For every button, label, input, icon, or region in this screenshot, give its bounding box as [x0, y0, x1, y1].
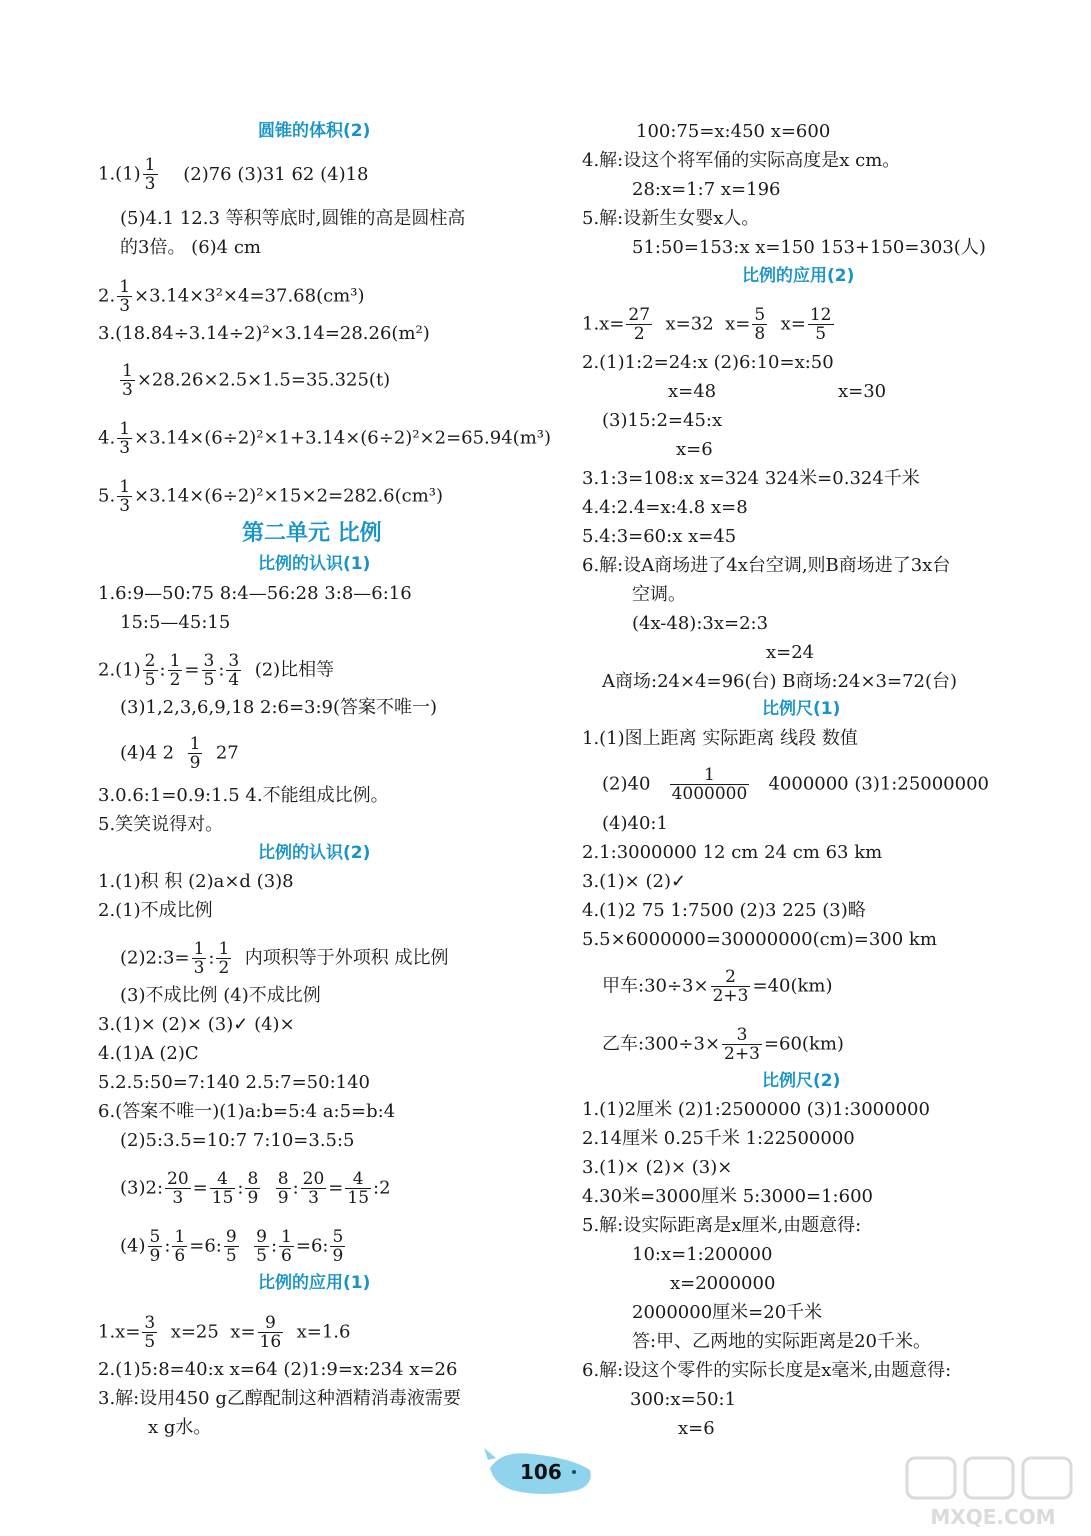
scale2-q5-d: 2000000厘米=20千米	[632, 1302, 823, 1323]
svg-text:MXQE.COM: MXQE.COM	[930, 1505, 1056, 1529]
ratio2-q6-b: (2)5:3.5=10:7 7:10=3.5:5	[120, 1130, 355, 1151]
cone-q1-line3: 的3倍。 (6)4 cm	[120, 237, 261, 258]
ratio1-q2-a: 2.(1) $\frac{2}{5}$ : $\frac{1}{2}$ = $\frac{3}{5}$ : $\frac{3}{4}$ (2)比相等	[98, 651, 335, 690]
heading-ratio-2: 比例的认识(2)	[258, 843, 371, 863]
cone-q4: 4. $\frac{1}{3}$ ×3.14×(6÷2)²×1+3.14×(6÷2)²×2=65.94(m³)	[98, 419, 552, 458]
heading-cone-volume: 圆锥的体积(2)	[258, 121, 371, 141]
ratio2-q2-b: (2)2:3= $\frac{1}{3}$ : $\frac{1}{2}$ 内项积等于外项积 成比例	[120, 939, 449, 978]
apply2-q2-a: 2.(1)1:2=24:x (2)6:10=x:50	[582, 352, 834, 373]
scale2-q3: 3.(1)× (2)× (3)×	[582, 1157, 733, 1178]
apply2-q1: 1.x= $\frac{27}{2}$ x=32 x= $\frac{5}{8}$ x= $\frac{12}{5}$	[582, 305, 832, 344]
right-line-3: 28:x=1:7 x=196	[632, 179, 781, 200]
ratio2-q3: 3.(1)× (2)× (3)✓ (4)×	[98, 1014, 295, 1035]
apply1-q1: 1.x= $\frac{3}{5}$ x=25 x= $\frac{9}{16}$ x=1.6	[98, 1313, 351, 1352]
heading-ratio-1: 比例的认识(1)	[258, 554, 371, 574]
right-line-4: 5.解:设新生女婴x人。	[582, 208, 760, 229]
scale1-q1-a: 1.(1)图上距离 实际距离 线段 数值	[582, 728, 858, 749]
apply2-q4: 4.4:2.4=x:4.8 x=8	[582, 497, 748, 518]
apply2-q6-e: A商场:24×4=96(台) B商场:24×3=72(台)	[602, 671, 958, 692]
cone-q3-line2: $\frac{1}{3}$ ×28.26×2.5×1.5=35.325(t)	[122, 361, 391, 400]
unit-title: 第二单元 比例	[242, 521, 382, 546]
ratio2-q2-a: 2.(1)不成比例	[98, 900, 213, 921]
cone-q2: 2. $\frac{1}{3}$ ×3.14×3²×4=37.68(cm³)	[98, 277, 365, 316]
cone-q1-line1: 1.(1) $\frac{1}{3}$ (2)76 (3)31 62 (4)18	[98, 155, 369, 194]
apply1-q3-a: 3.解:设用450 g乙醇配制这种酒精消毒液需要	[98, 1388, 461, 1409]
cone-q5: 5. $\frac{1}{3}$ ×3.14×(6÷2)²×15×2=282.6(cm³)	[98, 477, 444, 516]
ratio1-q1-b: 15:5—45:15	[120, 612, 231, 633]
apply2-q2-d: (3)15:2=45:x	[602, 410, 723, 431]
heading-scale-2: 比例尺(2)	[762, 1071, 841, 1091]
scale2-q6-c: x=6	[678, 1418, 715, 1439]
scale1-q4: 4.(1)2 75 1:7500 (2)3 225 (3)略	[582, 900, 866, 921]
right-line-5: 51:50=153:x x=150 153+150=303(人)	[632, 237, 986, 258]
scale1-q2: 2.1:3000000 12 cm 24 cm 63 km	[582, 842, 883, 863]
ratio1-q1-a: 1.6:9—50:75 8:4—56:28 3:8—6:16	[98, 583, 412, 604]
apply2-q2-b: x=48	[668, 381, 717, 402]
scale2-q5-c: x=2000000	[670, 1273, 776, 1294]
ratio2-q6-d: (4) $\frac{5}{9}$ : $\frac{1}{6}$ =6: $\frac{9}{5}$ $\frac{9}{5}$ : $\frac{1}{6}$ =6: $\frac{5}{9}$	[120, 1227, 344, 1266]
scale2-q2: 2.14厘米 0.25千米 1:22500000	[582, 1128, 855, 1149]
scale1-q1-d: (4)40:1	[602, 813, 668, 834]
apply1-q3-b: x g水。	[148, 1417, 212, 1438]
ratio1-q2-b: (3)1,2,3,6,9,18 2:6=3:9(答案不唯一)	[120, 697, 438, 718]
apply2-q6-d: x=24	[766, 642, 815, 663]
apply2-q5: 5.4:3=60:x x=45	[582, 526, 737, 547]
heading-scale-1: 比例尺(1)	[762, 699, 841, 719]
fraction: $\frac{1}{3}$	[144, 155, 156, 194]
heading-apply-1: 比例的应用(1)	[258, 1273, 371, 1293]
scale2-q5-b: 10:x=1:200000	[632, 1244, 773, 1265]
scale2-q5-e: 答:甲、乙两地的实际距离是20千米。	[632, 1331, 931, 1352]
scale2-q1: 1.(1)2厘米 (2)1:2500000 (3)1:3000000	[582, 1099, 930, 1120]
watermark-logo	[903, 1450, 1083, 1530]
ratio2-q5: 5.2.5:50=7:140 2.5:7=50:140	[98, 1072, 370, 1093]
scale1-q1-b: (2)40 $\frac{1}{4000000}$ 4000000 (3)1:25000000	[602, 765, 989, 804]
apply2-q2-e: x=6	[676, 439, 713, 460]
ratio2-q1: 1.(1)积 积 (2)a×d (3)8	[98, 871, 294, 892]
page-number: 106	[520, 1460, 562, 1484]
apply1-q2: 2.(1)5:8=40:x x=64 (2)1:9=x:234 x=26	[98, 1359, 458, 1380]
ratio1-q2-c: (4)4 2 $\frac{1}{9}$ 27	[120, 734, 239, 773]
scale2-q4: 4.30米=3000厘米 5:3000=1:600	[582, 1186, 873, 1207]
scale2-q5-a: 5.解:设实际距离是x厘米,由题意得:	[582, 1215, 862, 1236]
ratio2-q4: 4.(1)A (2)C	[98, 1043, 199, 1064]
heading-apply-2: 比例的应用(2)	[742, 266, 855, 286]
right-line-2: 4.解:设这个将军俑的实际高度是x cm。	[582, 150, 901, 171]
ratio1-q5: 5.笑笑说得对。	[98, 814, 224, 835]
cone-q1-line2: (5)4.1 12.3 等积等底时,圆锥的高是圆柱高	[120, 208, 466, 229]
scale1-q5: 5.5×6000000=30000000(cm)=300 km	[582, 929, 937, 950]
apply2-q2-c: x=30	[838, 381, 887, 402]
scale1-q5-b: 乙车:300÷3× $\frac{3}{2+3}$ =60(km)	[602, 1025, 844, 1064]
ratio2-q6-c: (3)2: $\frac{20}{3}$ = $\frac{4}{15}$ : $\frac{8}{9}$ $\frac{8}{9}$ : $\frac{20}{3}$ = $\frac{4}{15}$ :2	[120, 1169, 391, 1208]
scale1-q5-a: 甲车:30÷3× $\frac{2}{2+3}$ =40(km)	[602, 967, 833, 1006]
ratio1-q3: 3.0.6:1=0.9:1.5 4.不能组成比例。	[98, 785, 389, 806]
cone-q3-line1: 3.(18.84÷3.14÷2)²×3.14=28.26(m²)	[98, 323, 430, 344]
scale2-q6-a: 6.解:设这个零件的实际长度是x毫米,由题意得:	[582, 1360, 952, 1381]
scale2-q6-b: 300:x=50:1	[630, 1389, 737, 1410]
ratio2-q6-a: 6.(答案不唯一)(1)a:b=5:4 a:5=b:4	[98, 1101, 396, 1122]
right-line-1: 100:75=x:450 x=600	[636, 121, 831, 142]
apply2-q6-b: 空调。	[632, 584, 686, 605]
apply2-q6-c: (4x-48):3x=2:3	[632, 613, 769, 634]
ratio2-q2-c: (3)不成比例 (4)不成比例	[120, 985, 321, 1006]
apply2-q3: 3.1:3=108:x x=324 324米=0.324千米	[582, 468, 920, 489]
scale1-q3: 3.(1)× (2)✓	[582, 871, 687, 892]
apply2-q6-a: 6.解:设A商场进了4x台空调,则B商场进了3x台	[582, 555, 951, 576]
